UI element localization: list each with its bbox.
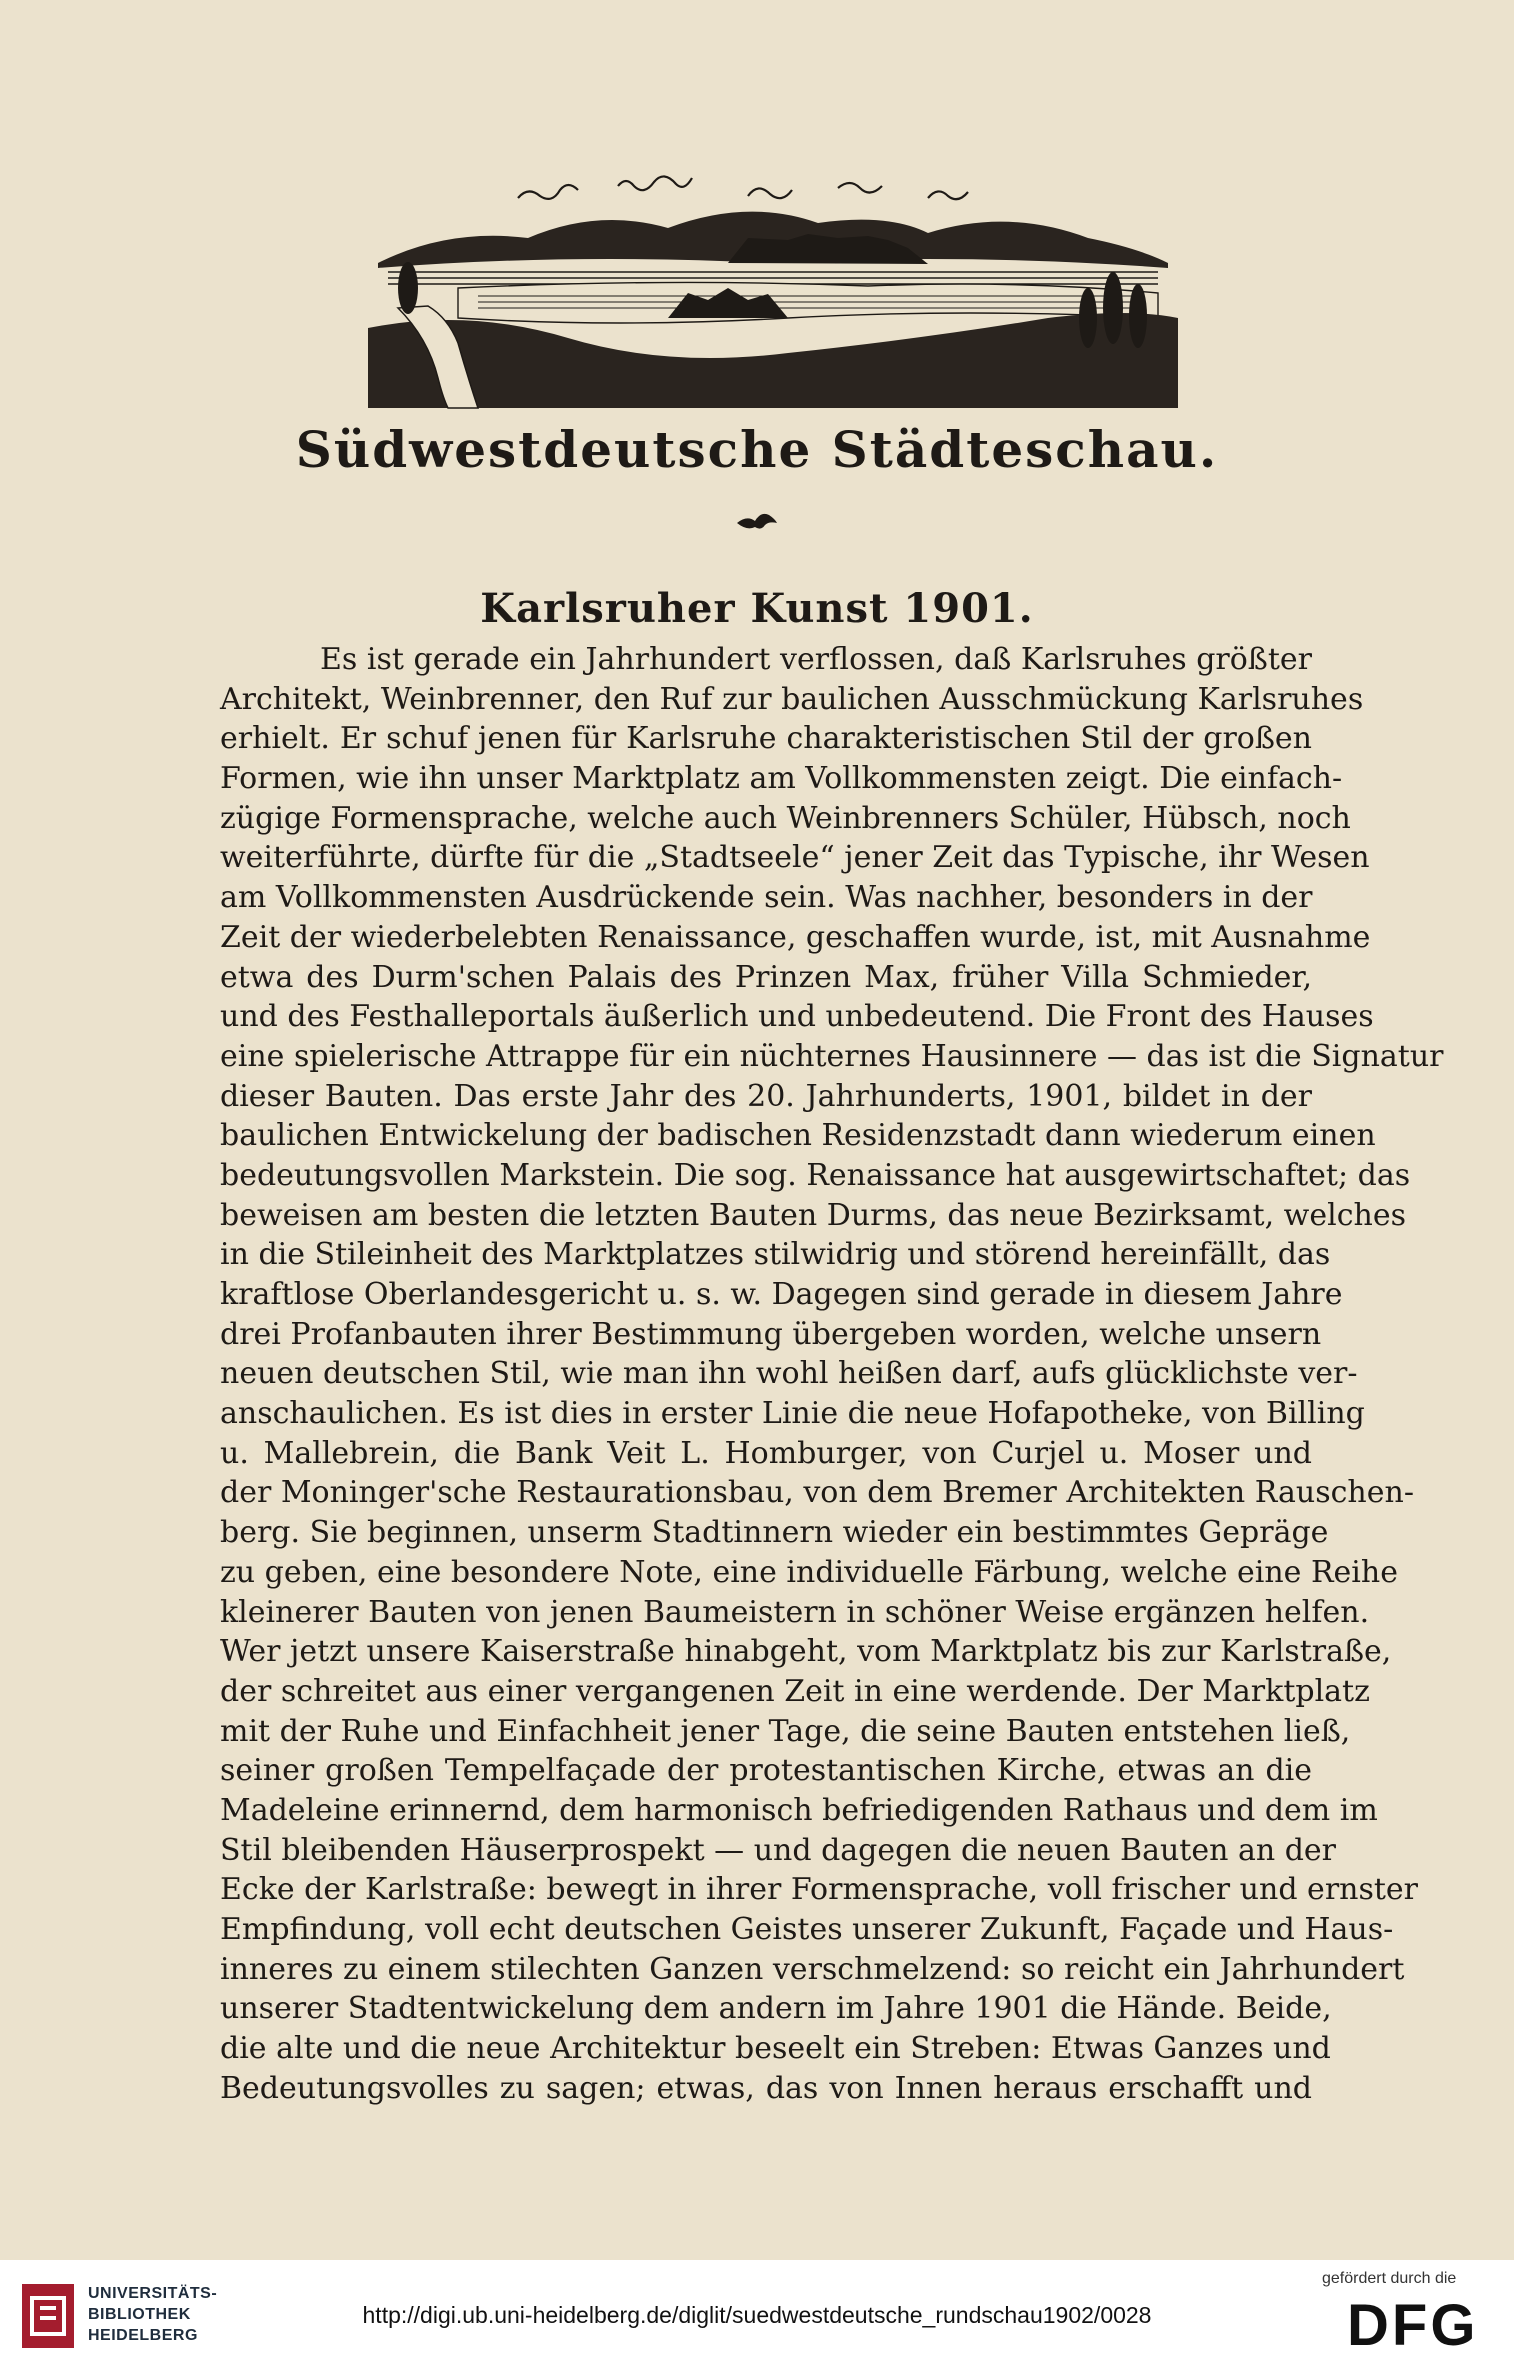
text-line: zu geben, eine besondere Note, eine individuelle Färbung, welche eine Reihe	[220, 1554, 1398, 1590]
article-body	[220, 640, 1444, 2108]
text-line: neuen deutschen Stil, wie man ihn wohl heißen darf, aufs glücklichste ver-	[220, 1356, 1358, 1392]
text-line: Formen, wie ihn unser Marktplatz am Vollkommensten zeigt. Die einfach-	[220, 761, 1343, 797]
text-line: kraftlose Oberlandesgericht u. s. w. Dagegen sind gerade in diesem Jahre	[220, 1277, 1343, 1312]
text-line: Empfindung, voll echt deutschen Geistes unserer Zukunft, Façade und Haus-	[220, 1912, 1394, 1947]
text-line: baulichen Entwickelung der badischen Residenzstadt dann wiederum einen	[220, 1118, 1376, 1154]
text-line: unserer Stadtentwickelung dem andern im Jahre 1901 die Hände. Beide,	[220, 1991, 1332, 2027]
dfg-logo: DFG	[1347, 2293, 1479, 2358]
text-line: kleinerer Bauten von jenen Baumeistern in schöner Weise ergänzen helfen.	[220, 1594, 1370, 1630]
text-line: mit der Ruhe und Einfachheit jener Tage, die seine Bauten entstehen ließ,	[220, 1713, 1351, 1749]
text-line: seiner großen Tempelfaçade der protestantischen Kirche, etwas an die	[220, 1753, 1312, 1789]
text-line: der schreitet aus einer vergangenen Zeit in eine werdende. Der Marktplatz	[220, 1673, 1370, 1709]
landscape-vignette-illustration	[368, 168, 1178, 408]
text-line: dieser Bauten. Das erste Jahr des 20. Jahrhunderts, 1901, bildet in der	[220, 1078, 1312, 1114]
text-line: am Vollkommensten Ausdrückende sein. Was nachher, besonders in der	[220, 880, 1313, 916]
sponsor-label: gefördert durch die	[1322, 2270, 1457, 2287]
text-line: Stil bleibenden Häuserprospekt — und dagegen die neuen Bauten an der	[220, 1832, 1337, 1868]
text-line: in die Stileinheit des Marktplatzes stilwidrig und störend hereinfällt, das	[220, 1237, 1331, 1273]
text-line: die alte und die neue Architektur beseelt ein Streben: Etwas Ganzes und	[220, 2031, 1331, 2067]
source-url-link[interactable]: http://digi.ub.uni-heidelberg.de/diglit/suedwestdeutsche_rundschau1902/0028	[362, 2302, 1152, 2328]
text-line: anschaulichen. Es ist dies in erster Linie die neue Hofapotheke, von Billing	[220, 1396, 1365, 1432]
text-line: erhielt. Er schuf jenen für Karlsruhe charakteristischen Stil der großen	[220, 721, 1312, 757]
text-line: etwa des Durm'schen Palais des Prinzen Max, früher Villa Schmieder,	[220, 959, 1312, 995]
library-name-line: BIBLIOTHEK	[88, 2306, 191, 2323]
text-line: Bedeutungsvolles zu sagen; etwas, das von Innen heraus erschafft und	[220, 2070, 1312, 2106]
text-line: eine spielerische Attrappe für ein nüchternes Hausinnere — das ist die Signatur	[220, 1038, 1444, 1074]
text-line: und des Festhalleportals äußerlich und unbedeutend. Die Front des Hauses	[220, 999, 1374, 1035]
text-line: Wer jetzt unsere Kaiserstraße hinabgeht, vom Marktplatz bis zur Karlstraße,	[220, 1634, 1392, 1670]
text-line: inneres zu einem stilechten Ganzen verschmelzend: so reicht ein Jahrhundert	[220, 1951, 1405, 1987]
fleuron-ornament	[735, 505, 779, 535]
text-line: Ecke der Karlstraße: bewegt in ihrer Formensprache, voll frischer und ernster	[220, 1872, 1419, 1908]
text-line: Architekt, Weinbrenner, den Ruf zur baulichen Ausschmückung Karlsruhes	[220, 681, 1364, 717]
text-line: drei Profanbauten ihrer Bestimmung übergeben worden, welche unsern	[220, 1316, 1322, 1352]
text-line: zügige Formensprache, welche auch Weinbrenners Schüler, Hübsch, noch	[220, 800, 1351, 836]
page-heading: Südwestdeutsche Städteschau.	[295, 420, 1219, 479]
library-name-line: UNIVERSITÄTS-	[88, 2285, 218, 2302]
text-line: Zeit der wiederbelebten Renaissance, geschaffen wurde, ist, mit Ausnahme	[220, 919, 1371, 955]
text-line: u. Mallebrein, die Bank Veit L. Homburger, von Curjel u. Moser und	[220, 1435, 1312, 1471]
text-line: Madeleine erinnernd, dem harmonisch befriedigenden Rathaus und dem im	[220, 1792, 1378, 1828]
article-title: Karlsruher Kunst 1901.	[480, 585, 1034, 632]
text-line: berg. Sie beginnen, unserm Stadtinnern wieder ein bestimmtes Gepräge	[220, 1515, 1329, 1551]
library-name-line: HEIDELBERG	[88, 2327, 198, 2344]
text-line: beweisen am besten die letzten Bauten Durms, das neue Bezirksamt, welches	[220, 1197, 1406, 1233]
text-line: weiterführte, dürfte für die „Stadtseele“ jener Zeit das Typische, ihr Wesen	[220, 840, 1370, 876]
text-line: der Moninger'sche Restaurationsbau, von dem Bremer Architekten Rauschen-	[220, 1475, 1414, 1511]
text-line: bedeutungsvollen Markstein. Die sog. Renaissance hat ausgewirtschaftet; das	[220, 1157, 1411, 1193]
text-line: Es ist gerade ein Jahrhundert verflossen, daß Karlsruhes größter	[320, 642, 1312, 677]
